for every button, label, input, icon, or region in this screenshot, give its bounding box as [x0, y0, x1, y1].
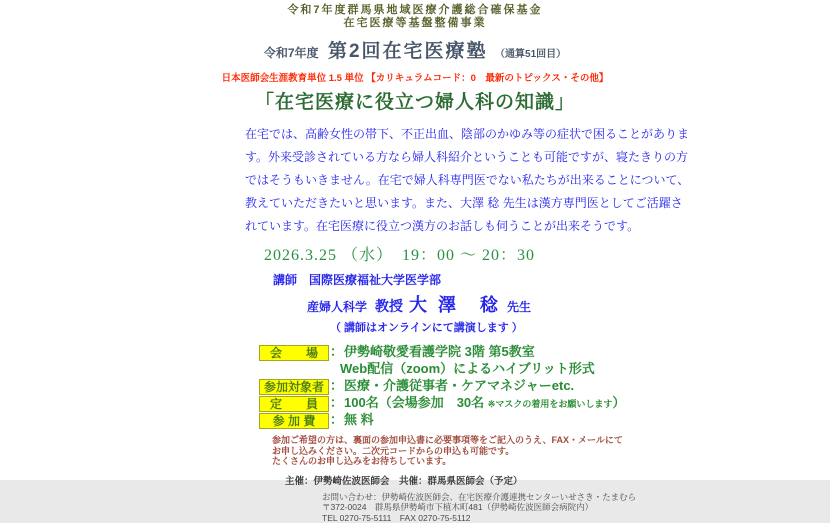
colon: ： — [330, 412, 343, 427]
lecturer-title: 教授 — [375, 298, 403, 314]
title-count: （通算51回目） — [495, 49, 566, 60]
description-paragraph — [245, 123, 597, 238]
venue-row — [259, 343, 630, 360]
application-note-line: 参加ご希望の方は、裏面の参加申込書に必要事項等をご記入のうえ、FAX・メールにて — [272, 435, 630, 446]
title-year: 令和7年度 — [264, 46, 319, 60]
venue-label: 会 場 — [259, 345, 329, 361]
application-note — [272, 435, 630, 467]
lecturer-dept: 産婦人科学 — [307, 300, 367, 314]
fee-label: 参 加 費 — [259, 413, 329, 429]
lecturer-honorific: 先生 — [507, 300, 531, 314]
description-line: 在宅では、高齢女性の帯下、不正出血、陰部のかゆみ等の症状で困ることがありま — [245, 123, 597, 146]
event-datetime: 2026.3.25 （水） 19：00 ～ 20：30 — [264, 242, 630, 265]
event-details — [259, 343, 630, 428]
fund-header — [200, 4, 630, 30]
fund-header-line1: 令和7年度群馬県地域医療介護総合確保基金 — [200, 4, 630, 17]
capacity-row — [259, 394, 630, 411]
fee-value: 無 料 — [344, 412, 374, 427]
lecturer-affiliation: 講師 国際医療福祉大学医学部 — [273, 271, 630, 288]
colon: ： — [330, 378, 343, 393]
contact-line: お問い合わせ：伊勢崎佐波医師会、在宅医療介護連携センターいせさき・たまむら — [322, 492, 630, 503]
organizer-line: 主催：伊勢崎佐波医師会 共催：群馬県医師会（予定） — [285, 473, 630, 487]
application-note-line: たくさんのお申し込みをお待ちしています。 — [272, 456, 630, 467]
flyer-document — [200, 0, 630, 480]
page-title — [200, 36, 630, 63]
audience-row — [259, 377, 630, 394]
lecture-title: 「在宅医療に役立つ婦人科の知識」 — [200, 87, 630, 114]
credit-line: 日本医師会生涯教育単位 1.5 単位 【カリキュラムコード：0 最新のトピックス・その他】 — [200, 70, 630, 84]
colon: ： — [330, 344, 343, 359]
description-line: 教えていただきたいと思います。また、大澤 稔 先生は漢方専門医としてご活躍さ — [245, 192, 597, 215]
audience-label: 参加対象者 — [259, 379, 329, 395]
venue-webcast: Web配信（zoom）によるハイブリット形式 — [340, 361, 595, 376]
capacity-label: 定 員 — [259, 396, 329, 412]
contact-line: TEL 0270-75-5111 FAX 0270-75-5112 — [322, 513, 630, 523]
colon: ： — [330, 395, 343, 410]
mask-note: ※マスクの着用をお願いします — [488, 399, 613, 409]
description-line: れています。在宅医療に役立つ漢方のお話しも伺うことが出来そうです。 — [245, 215, 597, 238]
lecturer-name: 大 澤 稔 — [409, 295, 501, 315]
lecturer-block — [200, 271, 630, 335]
capacity-value: 100名（会場参加 30名 — [344, 395, 488, 410]
contact-line: 〒372-0024 群馬県伊勢崎市下植木町481（伊勢崎佐波医師会病院内） — [322, 502, 630, 513]
fee-row — [259, 411, 630, 428]
description-line: ではそうもいきません。在宅で婦人科専門医でない私たちが出来ることについて、 — [245, 169, 597, 192]
capacity-close: ） — [612, 395, 625, 410]
title-main: 第2回在宅医療塾 — [328, 41, 488, 62]
lecturer-online-note: （ 講師はオンラインにて講演します ） — [330, 319, 630, 335]
contact-block — [322, 492, 630, 523]
audience-value: 医療・介護従事者・ケアマネジャーetc. — [344, 378, 574, 393]
venue-row2 — [259, 360, 630, 377]
application-note-line: お申し込みください。二次元コードからの申込も可能です。 — [272, 446, 630, 457]
lecturer-name-line — [307, 291, 630, 317]
fund-header-line2: 在宅医療等基盤整備事業 — [200, 17, 630, 30]
description-line: す。外来受診されている方なら婦人科紹介ということも可能ですが、寝たきりの方 — [245, 146, 597, 169]
venue-value: 伊勢崎敬愛看護学院 3階 第5教室 — [344, 344, 535, 359]
